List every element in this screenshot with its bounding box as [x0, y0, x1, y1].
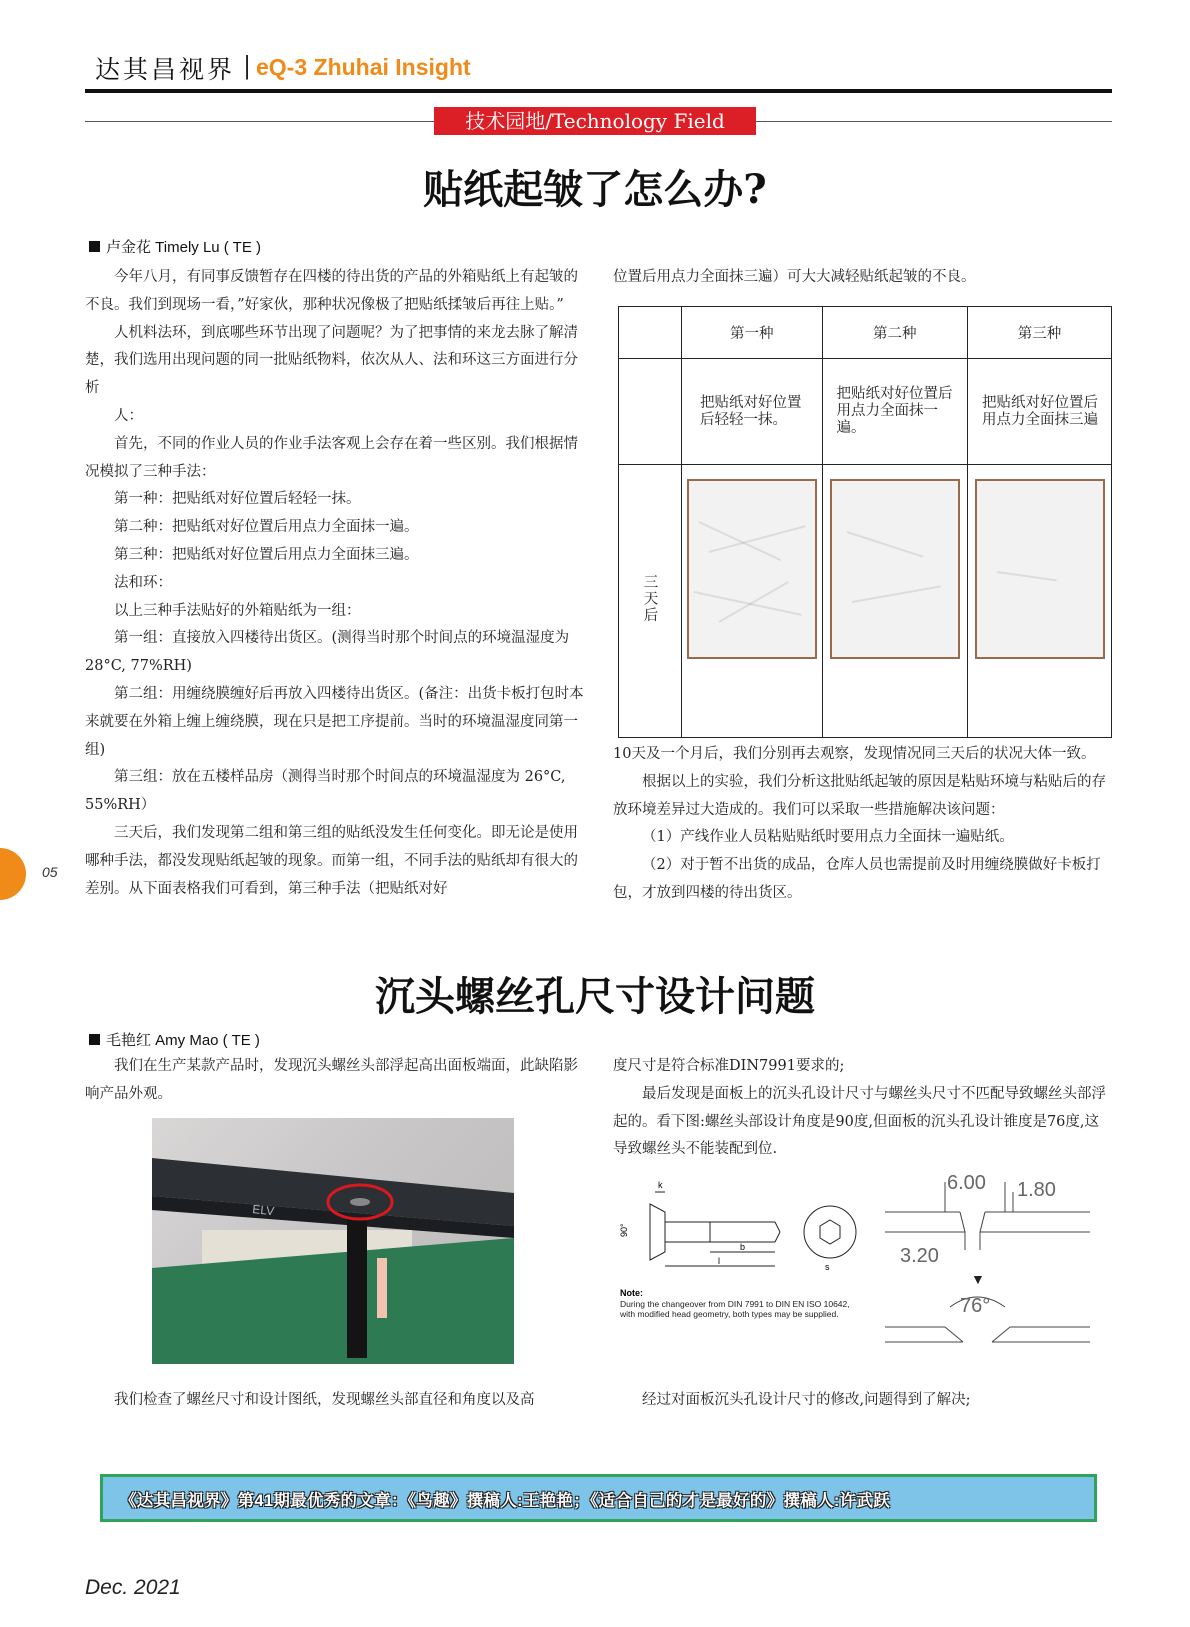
article1-author — [89, 236, 261, 257]
sticker-photo-1 — [687, 479, 817, 659]
article1-right-top — [613, 264, 1113, 292]
panel-photo-illustration — [152, 1118, 514, 1364]
paragraph: 人机料法环，到底哪些环节出现了问题呢？为了把事情的来龙去脉了解清楚，我们选用出现问题的同一批贴纸物料，依次从人、法和环这三方面进行分析 — [85, 324, 578, 397]
hole-wall — [992, 1327, 1010, 1342]
paragraph: 度尺寸是符合标准DIN7991要求的; — [613, 1058, 845, 1074]
sticker-photo-cell — [968, 465, 1112, 738]
sticker-photo-cell — [682, 465, 823, 738]
article2-right-top — [613, 1053, 1113, 1164]
paragraph: 人： — [114, 407, 143, 424]
highlight-banner-text: 《达其昌视界》第41期最优秀的文章：《鸟趣》撰稿人:王艳艳；《适合自己的才是最好的》撰稿人:许武跃 — [120, 1492, 891, 1510]
screw-angle-label: 90° — [619, 1223, 629, 1237]
panel-hole-top — [885, 1182, 1090, 1250]
down-arrow-icon: ▼ — [971, 1271, 985, 1287]
paragraph: 第二组：用缠绕膜缠好后再放入四楼待出货区。(备注：出货卡板打包时本来就要在外箱上缠上缠绕膜，现在只是把工序提前。当时的环境温湿度同第一组) — [85, 685, 584, 758]
paragraph: 我们检查了螺丝尺寸和设计图纸，发现螺丝头部直径和角度以及高 — [114, 1392, 535, 1408]
author-name: 卢金花 Timely Lu ( TE ) — [106, 239, 262, 256]
paragraph: （2）对于暂不出货的成品，仓库人员也需提前及时用缠绕膜做好卡板打包，才放到四楼的待出货区。 — [613, 857, 1101, 901]
table-header: 第三种 — [968, 307, 1112, 359]
panel-label: ELV — [251, 1202, 275, 1219]
countersink-diagram — [615, 1172, 1115, 1384]
article1-title: 贴纸起皱了怎么办? — [423, 166, 767, 213]
sticker-photo-2 — [830, 479, 960, 659]
wrinkle — [846, 531, 923, 558]
table-corner-cell — [619, 307, 682, 359]
note-title: Note: — [620, 1288, 643, 1298]
screw-photo — [152, 1118, 514, 1364]
dim-b-label: b — [740, 1242, 746, 1252]
paragraph: 第一组：直接放入四楼待出货区。(测得当时那个时间点的环境温湿度为 28°C, 77%RH) — [85, 630, 570, 675]
experiment-table — [618, 306, 1112, 738]
paragraph: 经过对面板沉头孔设计尺寸的修改,问题得到了解决; — [642, 1392, 971, 1408]
hex-socket — [820, 1220, 840, 1244]
table-header: 第一种 — [682, 307, 823, 359]
finger-shadow — [377, 1258, 387, 1318]
table-row-label — [619, 465, 682, 738]
dim-k-label: k — [658, 1180, 663, 1190]
shank-tip — [775, 1232, 780, 1242]
row-label-text: 三天后 — [641, 574, 658, 624]
paragraph: （1）产线作业人员粘贴贴纸时要用点力全面抹一遍贴纸。 — [642, 829, 1014, 846]
dim-depth-label: 1.80 — [1017, 1179, 1056, 1201]
hole-wall — [980, 1212, 985, 1232]
hole-wall — [960, 1212, 965, 1232]
paragraph: 第二种：把贴纸对好位置后用点力全面抹一遍。 — [114, 519, 419, 536]
paragraph: 根据以上的实验，我们分析这批贴纸起皱的原因是粘贴环境与粘贴后的存放环境差异过大造成的。我们可以采取一些措施解决该问题： — [613, 773, 1106, 818]
dim-l-label: l — [718, 1256, 720, 1266]
paragraph: 最后发现是面板上的沉头孔设计尺寸与螺丝头尺寸不匹配导致螺丝头部浮起的。看下图:螺丝头部设计角度是90度,但面板的沉头孔设计锥度是76度,这导致螺丝头不能装配到位. — [613, 1085, 1106, 1158]
hole-wall — [945, 1327, 963, 1342]
paragraph: 我们在生产某款产品时，发现沉头螺丝头部浮起高出面板端面，此缺陷影响产品外观。 — [85, 1058, 578, 1102]
paragraph: 三天后，我们发现第二组和第三组的贴纸没发生任何变化。即无论是使用哪种手法，都没发现贴纸起皱的现象。而第一组，不同手法的贴纸却有很大的差别。从下面表格我们可看到，第三种手法（把贴纸对好 — [85, 824, 578, 897]
magazine-title-cn: 达其昌视界 — [95, 55, 236, 84]
article2-intro — [85, 1053, 584, 1109]
screw-drawing — [650, 1192, 856, 1266]
sticker-photo-3 — [975, 479, 1105, 659]
shank-tip — [775, 1222, 780, 1232]
article2-author — [89, 1029, 260, 1050]
paragraph: 10天及一个月后，我们分别再去观察，发现情况同三天后的状况大体一致。 — [613, 746, 1096, 762]
paragraph: 第一种：把贴纸对好位置后轻轻一抹。 — [114, 491, 361, 508]
wrinkle — [718, 581, 788, 623]
article2-title: 沉头螺丝孔尺寸设计问题 — [375, 973, 815, 1020]
wrinkle — [698, 521, 780, 561]
header-rule — [85, 89, 1112, 93]
paragraph: 法和环： — [114, 574, 172, 591]
article2-right-bottom — [613, 1387, 1113, 1415]
hole-angle-label: 76° — [960, 1295, 991, 1317]
standoff-post — [347, 1218, 367, 1358]
article1-right-column — [613, 741, 1113, 908]
wrinkle — [996, 571, 1056, 581]
paragraph: 第三组：放在五楼样品房（测得当时那个时间点的环境温湿度为 26°C, 55%RH） — [85, 769, 566, 814]
issue-date: Dec. 2021 — [85, 1576, 181, 1599]
table-cell — [619, 359, 682, 465]
table-cell: 把贴纸对好位置后轻轻一抹。 — [682, 359, 823, 465]
article2-left-bottom — [85, 1387, 584, 1415]
paragraph: 首先，不同的作业人员的作业手法客观上会存在着一些区别。我们根据情况模拟了三种手法： — [85, 435, 578, 480]
dim-s-label: s — [825, 1262, 830, 1272]
page-number: 05 — [42, 864, 58, 880]
bullet-square-icon — [89, 241, 100, 252]
dim-hole-label: 3.20 — [900, 1245, 939, 1267]
header-separator: | — [243, 52, 252, 80]
author-name: 毛艳红 Amy Mao ( TE ) — [106, 1032, 260, 1049]
paragraph: 第三种：把贴纸对好位置后用点力全面抹三遍。 — [114, 546, 419, 563]
sticker-photo-cell — [822, 465, 967, 738]
note-text: During the changeover from DIN 7991 to DIN EN ISO 10642, with modified head geometry, both types may be supplied. — [620, 1299, 850, 1319]
dim-diameter-label: 6.00 — [947, 1172, 986, 1194]
screw-head-profile — [650, 1204, 665, 1260]
table-cell: 把贴纸对好位置后用点力全面抹三遍 — [968, 359, 1112, 465]
magazine-title-en: eQ-3 Zhuhai Insight — [256, 54, 471, 80]
note-box — [620, 1299, 860, 1339]
screw-head — [350, 1198, 370, 1206]
screw-top-view — [804, 1206, 856, 1258]
page-marker-dot — [0, 848, 26, 900]
article1-left-column — [85, 264, 584, 903]
paragraph: 位置后用点力全面抹三遍）可大大减轻贴纸起皱的不良。 — [613, 269, 976, 285]
section-badge: 技术园地/Technology Field — [434, 107, 756, 135]
bullet-square-icon — [89, 1034, 100, 1045]
paragraph: 今年八月，有同事反馈暂存在四楼的待出货的产品的外箱贴纸上有起皱的不良。我们到现场一看，”好家伙，那种状况像极了把贴纸揉皱后再往上贴。” — [85, 269, 578, 313]
wrinkle — [852, 585, 941, 603]
table-header: 第二种 — [822, 307, 967, 359]
table-cell: 把贴纸对好位置后用点力全面抹一遍。 — [822, 359, 967, 465]
paragraph: 以上三种手法贴好的外箱贴纸为一组： — [114, 602, 361, 619]
